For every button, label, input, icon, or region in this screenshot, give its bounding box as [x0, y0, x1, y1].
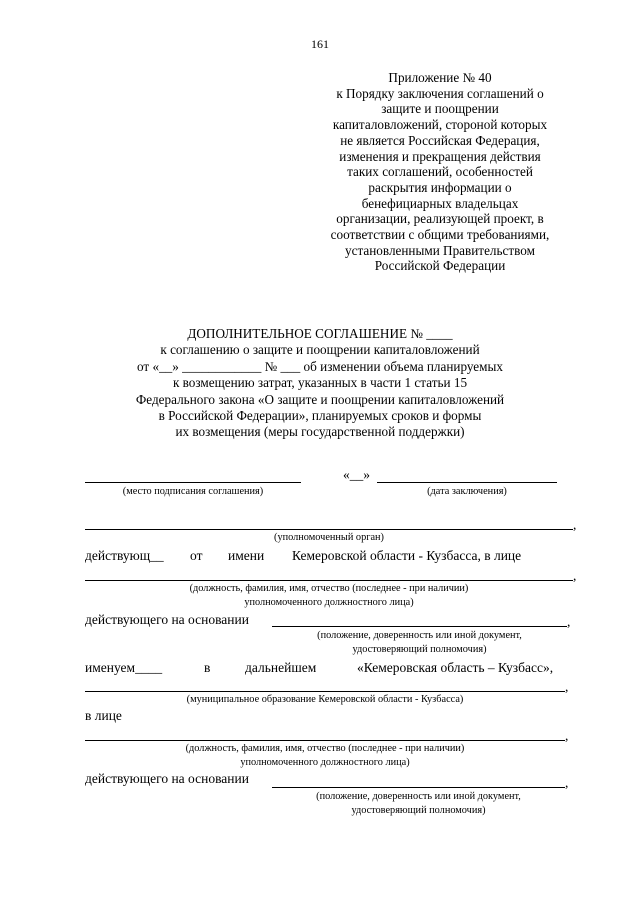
municipal-line[interactable]: [85, 691, 565, 692]
appendix-line: защите и поощрении: [381, 101, 499, 117]
acting-word: действующ__: [85, 548, 164, 563]
title-line: их возмещения (меры государственной поддержки): [175, 424, 465, 440]
signing-date-quote: «__»: [343, 467, 370, 482]
named-word: «Кемеровская область – Кузбасс»,: [357, 660, 554, 675]
official-caption-2: (должность, фамилия, имя, отчество (последнее - при наличии): [185, 743, 465, 754]
official-comma: ,: [573, 568, 577, 583]
named-word: дальнейшем: [245, 660, 317, 675]
title-line: к возмещению затрат, указанных в части 1 статьи 15: [172, 375, 468, 391]
agreement-title: [80, 326, 560, 441]
title-line: Федерального закона «О защите и поощрении капиталовложений: [135, 391, 505, 407]
title-line: ДОПОЛНИТЕЛЬНОЕ СОГЛАШЕНИЕ № ____: [187, 326, 453, 341]
signing-place-caption: (место подписания соглашения): [122, 486, 264, 497]
basis-comma: ,: [567, 614, 571, 629]
appendix-line: к Порядку заключения соглашений о: [336, 85, 544, 101]
official-caption: уполномоченного должностного лица): [244, 597, 414, 608]
basis-comma-2: ,: [565, 775, 569, 790]
signing-date-caption: (дата заключения): [427, 486, 507, 497]
title-line: от «__» ____________ № ___ об изменении объема планируемых: [137, 358, 503, 374]
basis-label: действующего на основании: [85, 612, 249, 627]
basis-label-2: действующего на основании: [85, 771, 249, 786]
appendix-line: раскрытия информации о: [368, 179, 512, 195]
page-number: 161: [311, 37, 329, 51]
official-caption-2: уполномоченного должностного лица): [240, 757, 410, 768]
basis-caption-2: удостоверяющий полномочия): [351, 805, 486, 816]
named-word: в: [204, 660, 211, 675]
appendix-header: [300, 70, 580, 274]
official-comma-2: ,: [565, 728, 569, 743]
acting-word: Кемеровской области - Кузбасса, в лице: [292, 548, 522, 563]
appendix-line: Российской Федерации: [374, 258, 506, 274]
in-person-label: в лице: [85, 708, 122, 723]
appendix-line: бенефициарных владельцах: [361, 195, 519, 211]
appendix-line: организации, реализующей проект, в: [336, 211, 544, 227]
title-line: в Российской Федерации», планируемых сроков и формы: [158, 408, 482, 424]
appendix-line: капиталовложений, стороной которых: [332, 117, 548, 133]
appendix-line: Приложение № 40: [388, 70, 492, 85]
appendix-line: соответствии с общими требованиями,: [330, 227, 550, 243]
authority-line[interactable]: [85, 529, 573, 530]
official-line-2[interactable]: [85, 740, 565, 741]
basis-caption: удостоверяющий полномочия): [352, 644, 487, 655]
municipal-caption: (муниципальное образование Кемеровской области - Кузбасса): [186, 694, 464, 705]
basis-caption-2: (положение, доверенность или иной документ,: [316, 791, 521, 802]
appendix-line: изменения и прекращения действия: [339, 148, 541, 164]
basis-line[interactable]: [272, 626, 567, 627]
appendix-line: установленными Правительством: [345, 242, 535, 258]
authority-caption: (уполномоченный орган): [274, 532, 384, 543]
acting-word: имени: [228, 548, 265, 563]
signing-date-line[interactable]: [377, 482, 557, 483]
official-caption: (должность, фамилия, имя, отчество (последнее - при наличии): [189, 583, 469, 594]
appendix-line: не является Российская Федерация,: [340, 132, 540, 148]
named-word: именуем____: [85, 660, 163, 675]
signing-place-line[interactable]: [85, 482, 301, 483]
authority-comma: ,: [573, 517, 577, 532]
municipal-comma: ,: [565, 679, 569, 694]
official-line[interactable]: [85, 580, 573, 581]
basis-caption: (положение, доверенность или иной документ,: [317, 630, 522, 641]
basis-line-2[interactable]: [272, 787, 565, 788]
acting-word: от: [190, 548, 203, 563]
appendix-line: таких соглашений, особенностей: [347, 164, 533, 180]
title-line: к соглашению о защите и поощрении капиталовложений: [160, 342, 480, 358]
